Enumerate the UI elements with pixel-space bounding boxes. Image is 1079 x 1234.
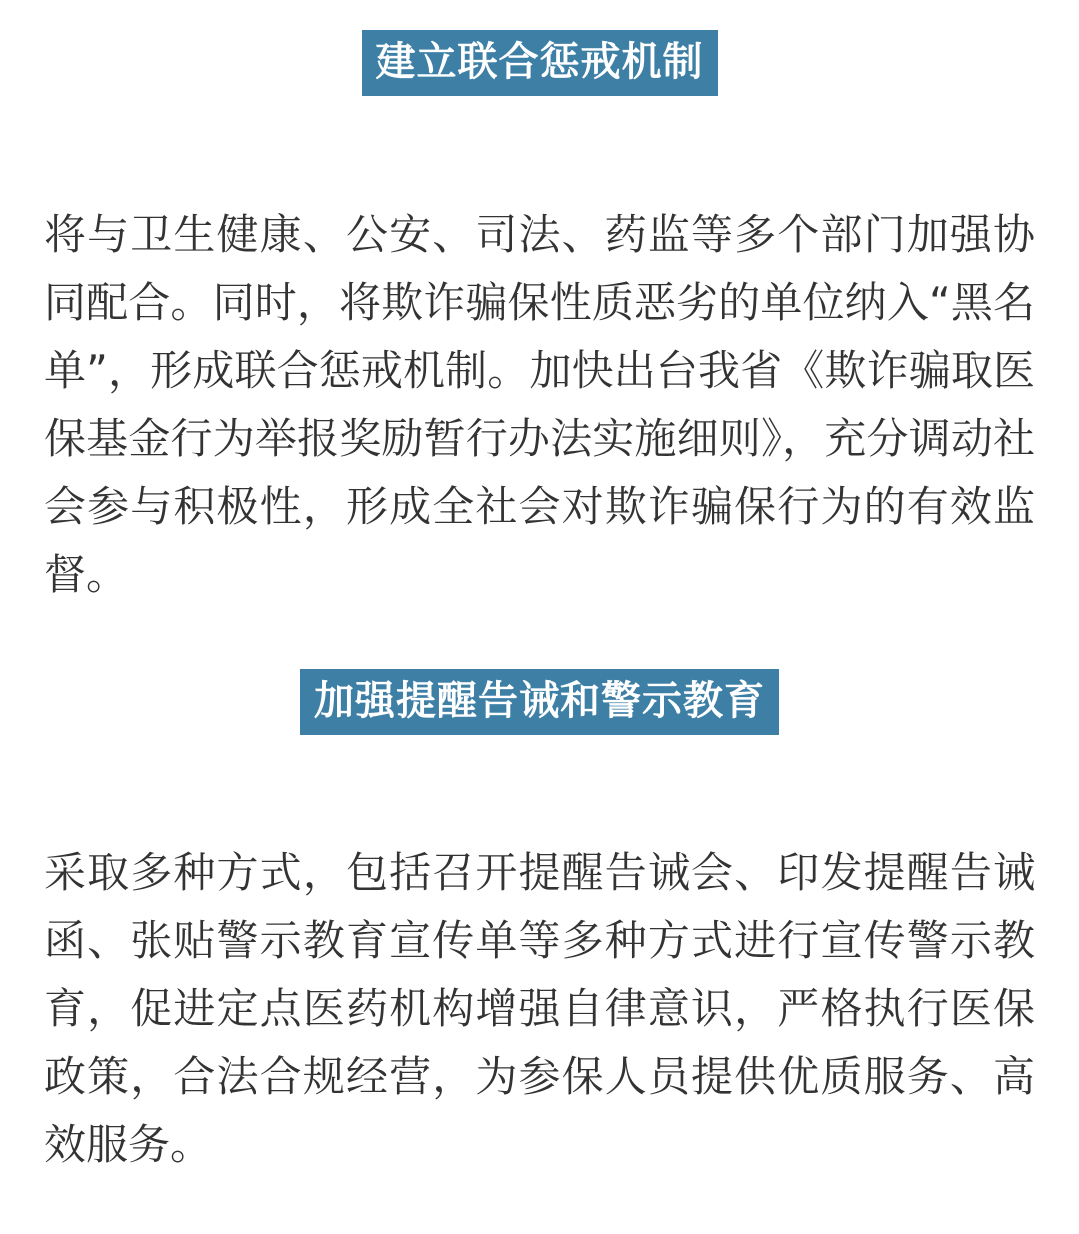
section-paragraph-2: 采取多种方式，包括召开提醒告诫会、印发提醒告诫函、张贴警示教育宣传单等多种方式进行宣传警示教育，促进定点医药机构增强自律意识，严格执行医保政策，合法合规经营，为参保人员提供优质服务、高效服务。 <box>44 847 1035 1169</box>
section-heading-1: 建立联合惩戒机制 <box>362 30 718 96</box>
section-heading-row-1 <box>44 0 1035 129</box>
section-spacer <box>44 609 1035 665</box>
section-heading-row-2 <box>44 665 1035 768</box>
section-heading-2: 加强提醒告诫和警示教育 <box>300 669 779 735</box>
section-paragraph-1: 将与卫生健康、公安、司法、药监等多个部门加强协同配合。同时，将欺诈骗保性质恶劣的单位纳入“黑名单”，形成联合惩戒机制。加快出台我省《欺诈骗取医保基金行为举报奖励暂行办法实施细则》，充分调动社会参与积极性，形成全社会对欺诈骗保行为的有效监督。 <box>44 210 1035 600</box>
